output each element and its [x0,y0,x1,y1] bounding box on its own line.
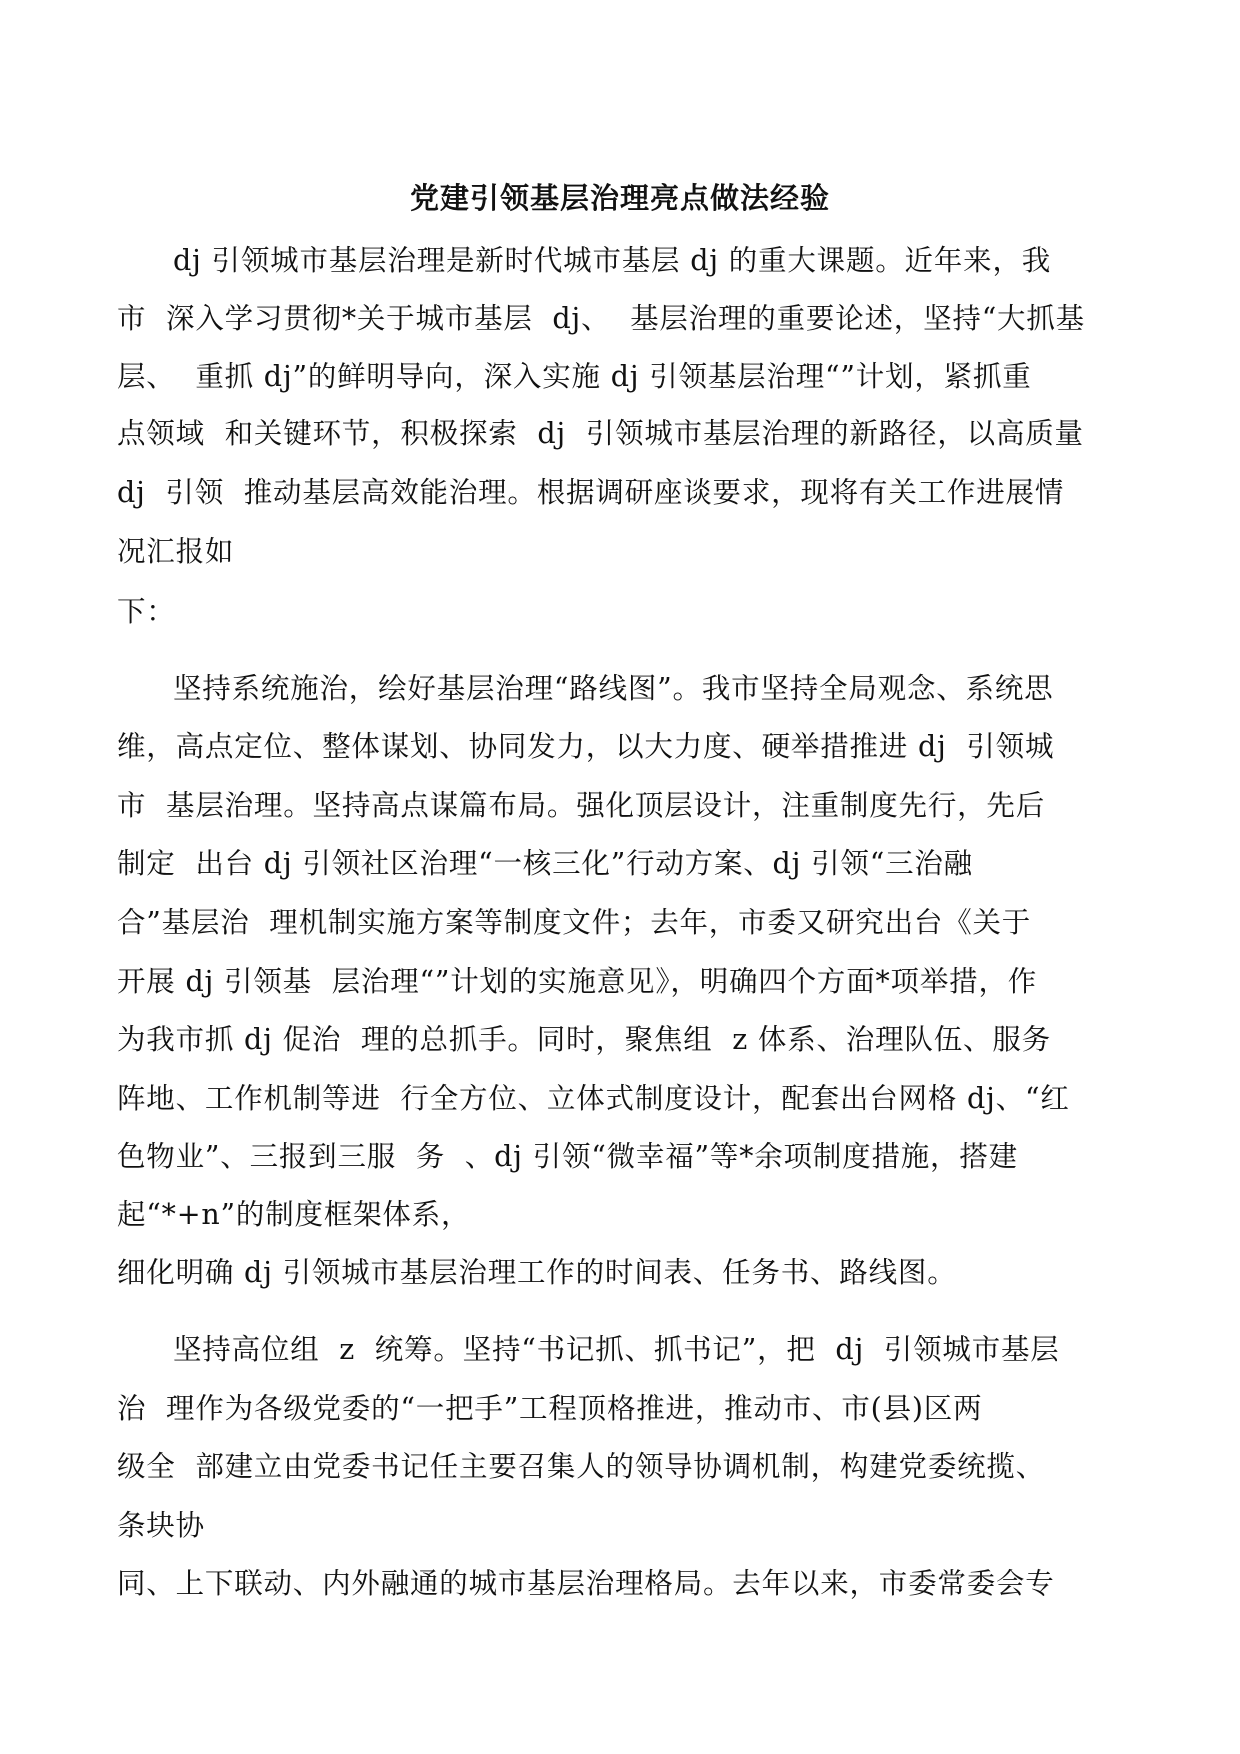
paragraph-line: 阵地、工作机制等进 行全方位、立体式制度设计，配套出台网格 dj、“红 [117,1082,1070,1115]
paragraph-line: 治 理作为各级党委的“一把手”工程顶格推进，推动市、市(县)区两 [117,1392,983,1425]
document-title: 党建引领基层治理亮点做法经验 [409,181,830,215]
paragraph-line: 色物业”、三报到三服 务 、dj 引领“微幸福”等*余项制度措施，搭建 [117,1140,1018,1173]
paragraph-line: 况汇报如 [117,535,235,568]
paragraph-line: 起“*+n”的制度框架体系， [117,1198,471,1231]
paragraph-line: 市 基层治理。坚持高点谋篇布局。强化顶层设计，注重制度先行，先后 [117,789,1046,822]
paragraph-line: 层、 重抓 dj”的鲜明导向，深入实施 dj 引领基层治理“”计划，紧抓重 [117,360,1032,393]
paragraph-line: 为我市抓 dj 促治 理的总抓手。同时，聚焦组 z 体系、治理队伍、服务 [117,1023,1051,1056]
paragraph-line: 下： [117,595,176,628]
paragraph-line: 条块协 [117,1509,205,1542]
paragraph-line: dj 引领 推动基层高效能治理。根据调研座谈要求，现将有关工作进展情 [117,476,1065,509]
paragraph-line: 点领域 和关键环节，积极探索 dj 引领城市基层治理的新路径，以高质量 [117,417,1084,450]
paragraph-line: 制定 出台 dj 引领社区治理“一核三化”行动方案、dj 引领“三治融 [117,847,973,880]
paragraph-line: 开展 dj 引领基 层治理“”计划的实施意见》，明确四个方面*项举措，作 [117,965,1038,998]
paragraph-line: dj 引领城市基层治理是新时代城市基层 dj 的重大课题。近年来，我 [173,244,1052,277]
paragraph-line: 合”基层治 理机制实施方案等制度文件；去年，市委又研究出台《关于 [117,906,1032,939]
paragraph-line: 坚持系统施治，绘好基层治理“路线图”。我市坚持全局观念、系统思 [173,672,1054,705]
paragraph-line: 市 深入学习贯彻*关于城市基层 dj、 基层治理的重要论述，坚持“大抓基 [117,302,1085,335]
paragraph-line: 细化明确 dj 引领城市基层治理工作的时间表、任务书、路线图。 [117,1256,957,1289]
paragraph-line: 维，高点定位、整体谋划、协同发力，以大力度、硬举措推进 dj 引领城 [117,730,1055,763]
paragraph-line: 同、上下联动、内外融通的城市基层治理格局。去年以来，市委常委会专 [117,1567,1055,1600]
paragraph-line: 级全 部建立由党委书记任主要召集人的领导协调机制，构建党委统揽、 [117,1450,1046,1483]
paragraph-line: 坚持高位组 z 统筹。坚持“书记抓、抓书记”，把 dj 引领城市基层 [173,1333,1060,1366]
